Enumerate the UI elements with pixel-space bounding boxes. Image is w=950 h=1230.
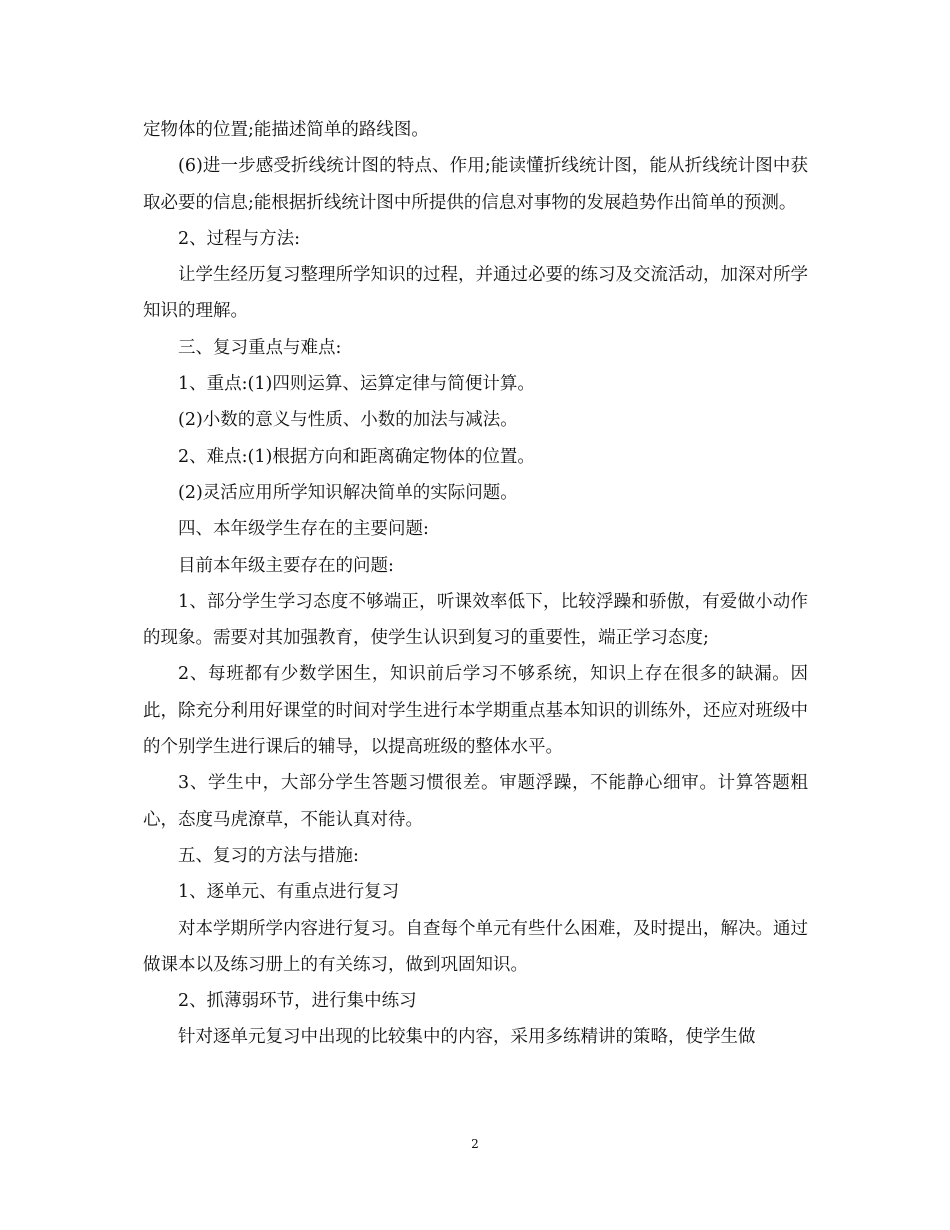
paragraph-2: (6)进一步感受折线统计图的特点、作用;能读懂折线统计图，能从折线统计图中获取必要的信息;能根据折线统计图中所提供的信息对事物的发展趋势作出简单的预测。	[143, 156, 808, 213]
paragraph-11: 目前本年级主要存在的问题:	[178, 555, 394, 576]
document-body	[143, 112, 808, 1056]
page-number: 2	[471, 1137, 479, 1151]
paragraph-14: 3、学生中，大部分学生答题习惯很差。审题浮躁，不能静心细审。计算答题粗心，态度马虎潦草，不能认真对待。	[143, 773, 808, 830]
section-heading-3: 三、复习重点与难点:	[178, 337, 342, 358]
paragraph-19: 针对逐单元复习中出现的比较集中的内容，采用多练精讲的策略，使学生做	[178, 1027, 756, 1048]
paragraph-8: 2、难点:(1)根据方向和距离确定物体的位置。	[178, 446, 535, 467]
section-heading-4: 四、本年级学生存在的主要问题:	[178, 519, 429, 540]
paragraph-6: 1、重点:(1)四则运算、运算定律与简便计算。	[178, 374, 535, 395]
paragraph-9: (2)灵活应用所学知识解决简单的实际问题。	[178, 482, 518, 503]
paragraph-17: 对本学期所学内容进行复习。自查每个单元有些什么困难，及时提出，解决。通过做课本以及练习册上的有关练习，做到巩固知识。	[143, 918, 808, 975]
paragraph-16: 1、逐单元、有重点进行复习	[178, 882, 400, 903]
paragraph-4: 让学生经历复习整理所学知识的过程，并通过必要的练习及交流活动，加深对所学知识的理解。	[143, 265, 808, 322]
paragraph-1: 定物体的位置;能描述简单的路线图。	[143, 120, 429, 140]
paragraph-7: (2)小数的意义与性质、小数的加法与减法。	[178, 410, 518, 431]
paragraph-13: 2、每班都有少数学困生，知识前后学习不够系统，知识上存在很多的缺漏。因此，除充分利用好课堂的时间对学生进行本学期重点基本知识的训练外，还应对班级中的个别学生进行课后的辅导，以提高班级的整体水平。	[143, 664, 808, 758]
paragraph-3: 2、过程与方法:	[178, 228, 301, 249]
section-heading-5: 五、复习的方法与措施:	[178, 845, 359, 866]
paragraph-18: 2、抓薄弱环节，进行集中练习	[178, 991, 417, 1012]
paragraph-12: 1、部分学生学习态度不够端正，听课效率低下，比较浮躁和骄傲，有爱做小动作的现象。需要对其加强教育，使学生认识到复习的重要性，端正学习态度;	[143, 591, 808, 649]
